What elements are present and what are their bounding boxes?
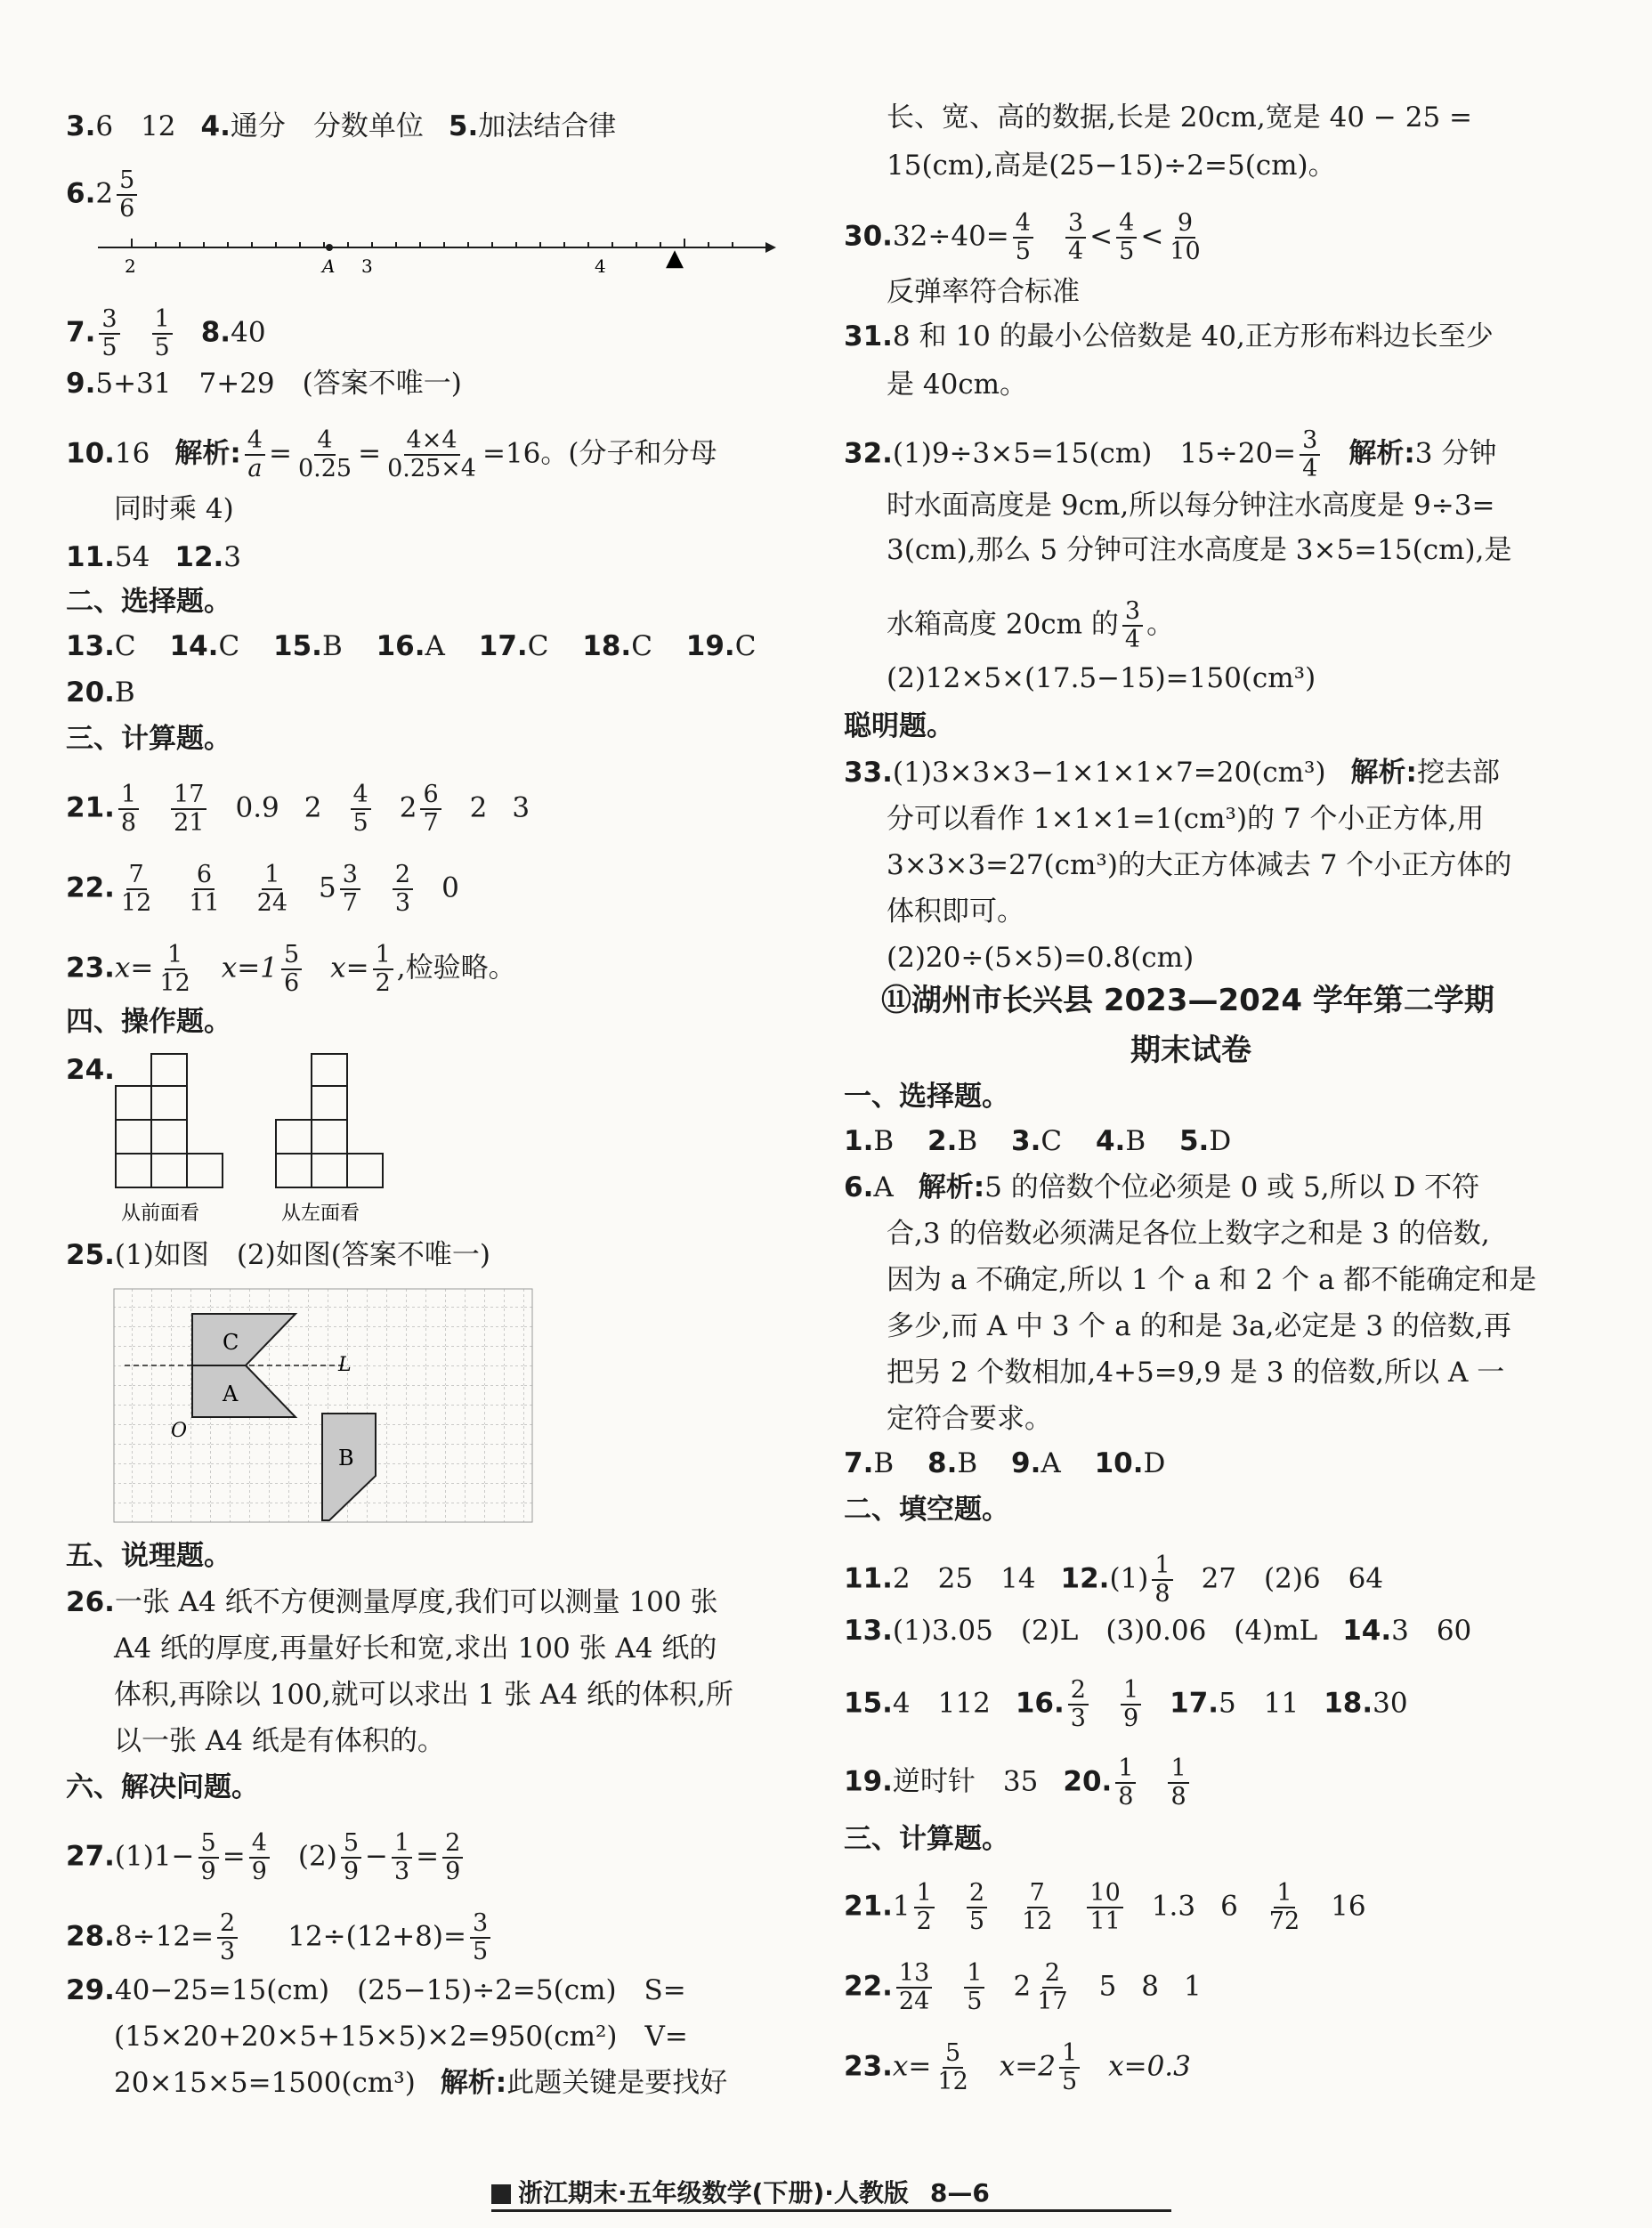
answer-line-32-part2: (2)12×5×(17.5−15)=150(cm³)	[887, 662, 1316, 694]
answer-line-7-10: 7.B 8.B 9.A 10.D	[844, 1447, 1166, 1479]
front-view-label: 从前面看	[121, 1203, 200, 1225]
answer-line-23: 23.x= $\frac{1}{12}$ x=1 $\frac{5}{6}$ x= $\frac{1}{2}$ ,检验略。	[66, 941, 516, 997]
answer-line-25: 25.(1)如图 (2)如图(答案不唯一)	[66, 1239, 490, 1271]
footer-title: 浙江期末·五年级数学(下册)·人教版	[518, 2178, 909, 2208]
answer-line-6: 6.2 $\frac{5}{6}$	[66, 167, 141, 223]
answer-line-22: 22. $\frac{7}{12}$ $\frac{6}{11}$ $\frac{1}{24}$ 5 $\frac{3}{7}$ $\frac{2}{3}$ 0	[66, 861, 459, 917]
section-heading-calc: 三、计算题。	[66, 723, 231, 755]
grid-figure	[112, 1287, 536, 1527]
answer-line-29-cont2: 20×15×5=1500(cm³) 解析:此题关键是要找好	[114, 2067, 728, 2099]
section-heading-choice: 二、选择题。	[66, 586, 231, 618]
answer-line-33-part2: (2)20÷(5×5)=0.8(cm)	[887, 942, 1194, 974]
answer-line-27: 27.(1)1− $\frac{5}{9}$ = $\frac{4}{9}$ (2) $\frac{5}{9}$ − $\frac{1}{3}$ = $\frac{2}{9}$	[66, 1830, 466, 1885]
answer-line-33-cont1: 分可以看作 1×1×1=1(cm³)的 7 个小正方体,用	[887, 803, 1485, 835]
answer-line-28: 28.8÷12= $\frac{2}{3}$ 12÷(12+8)= $\frac{3}{5}$	[66, 1910, 494, 1965]
answer-line-32-cont1: 时水面高度是 9cm,所以每分钟注水高度是 9÷3=	[887, 490, 1495, 522]
answer-line-1-5: 1.B 2.B 3.C 4.B 5.D	[844, 1125, 1232, 1157]
label-c: C	[223, 1330, 239, 1355]
answer-line-31-cont: 是 40cm。	[887, 369, 1028, 401]
fraction: $\frac{5}{6}$	[117, 167, 137, 223]
answer-line-29-cont1: (15×20+20×5+15×5)×2=950(cm²) V=	[114, 2021, 688, 2053]
answer-line-6-cont3: 多少,而 A 中 3 个 a 的和是 3a,必定是 3 的倍数,再	[887, 1310, 1511, 1342]
answer-line-6-cont2: 因为 a 不确定,所以 1 个 a 和 2 个 a 都不能确定和是	[887, 1264, 1537, 1296]
answer-line-33-cont2: 3×3×3=27(cm³)的大正方体减去 7 个小正方体的	[887, 849, 1512, 881]
answer-line-22-right: 22. $\frac{13}{24}$ $\frac{1}{5}$ 2 $\frac{2}{17}$ 5 8 1	[844, 1959, 1202, 2015]
answer-line-26-cont2: 体积,再除以 100,就可以求出 1 张 A4 纸的体积,所	[114, 1679, 733, 1711]
label-o: O	[171, 1420, 188, 1442]
section-heading-solve: 六、解决问题。	[66, 1771, 259, 1803]
answer-line-26-cont1: A4 纸的厚度,再量好长和宽,求出 100 张 A4 纸的	[114, 1633, 717, 1665]
answer-line-10-cont: 同时乘 4)	[114, 493, 234, 525]
answer-line-33-cont3: 体积即可。	[887, 895, 1024, 928]
answer-line-24: 24.	[66, 1054, 115, 1086]
answer-line-30-cont: 反弹率符合标准	[887, 276, 1080, 308]
cube-views-figure	[107, 1050, 409, 1228]
answer-line-15-18-right: 15.4 112 16. $\frac{2}{3}$ $\frac{1}{9}$ 17.5 11 18.30	[844, 1676, 1408, 1732]
footer-square-icon	[491, 2184, 511, 2204]
answer-line-21: 21. $\frac{1}{8}$ $\frac{17}{21}$ 0.9 2 $\frac{4}{5}$ 2 $\frac{6}{7}$ 2 3	[66, 781, 530, 837]
exam-title: ⑪湖州市长兴县 2023—2024 学年第二学期	[881, 983, 1494, 1018]
answer-line-10: 10.16 解析: $\frac{4}{a}$ = $\frac{4}{0.25}$ = $\frac{4\times 4}{0.25\times 4}$ =16。(分子和分母	[66, 426, 717, 482]
answer-line-26-cont3: 以一张 A4 纸是有体积的。	[114, 1725, 445, 1757]
section-heading-choice-2: 一、选择题。	[844, 1081, 1009, 1113]
answer-line-9: 9.5+31 7+29 (答案不唯一)	[66, 368, 462, 400]
answer-line-29-cont4: 15(cm),高是(25−15)÷2=5(cm)。	[887, 150, 1336, 182]
tick-label-3: 3	[361, 255, 373, 277]
page-footer	[491, 2177, 1171, 2212]
section-heading-operate: 四、操作题。	[66, 1006, 231, 1038]
answer-line-19-20-right: 19.逆时针 35 20. $\frac{1}{8}$ $\frac{1}{8}$	[844, 1755, 1193, 1811]
fraction: $\frac{1}{5}$	[152, 306, 173, 361]
answer-line-13-19: 13.C 14.C 15.B 16.A 17.C 18.C 19.C	[66, 630, 757, 662]
triangle-marker: ▲	[666, 245, 684, 271]
answer-line-6-right: 6.A 解析:5 的倍数个位必须是 0 或 5,所以 D 不符	[844, 1171, 1480, 1203]
side-view-label: 从左面看	[281, 1203, 360, 1225]
answer-line-33: 33.(1)3×3×3−1×1×1×7=20(cm³) 解析:挖去部	[844, 757, 1500, 789]
tick-label-2: 2	[125, 255, 136, 277]
section-heading-smart: 聪明题。	[844, 710, 954, 742]
section-heading-calc-2: 三、计算题。	[844, 1823, 1009, 1855]
label-l: L	[338, 1354, 352, 1376]
page-number: 8—6	[929, 2178, 990, 2208]
answer-line-21-right: 21.1 $\frac{1}{2}$ $\frac{2}{5}$ $\frac{7}{12}$ $\frac{10}{11}$ 1.3 6 $\frac{1}{72}$ 16	[844, 1879, 1366, 1935]
answer-line-32-cont2: 3(cm),那么 5 分钟可注水高度是 3×5=15(cm),是	[887, 534, 1512, 566]
number-line	[89, 230, 783, 283]
answer-line-26: 26.一张 A4 纸不方便测量厚度,我们可以测量 100 张	[66, 1586, 718, 1618]
answer-line-29-cont3: 长、宽、高的数据,长是 20cm,宽是 40 − 25 =	[887, 101, 1473, 134]
point-a-label: A	[322, 255, 336, 277]
label-a: A	[223, 1381, 239, 1406]
exam-subtitle: 期末试卷	[1130, 1033, 1251, 1068]
answer-line-20: 20.B	[66, 677, 135, 709]
answer-line-23-right: 23.x= $\frac{5}{12}$ x=2 $\frac{1}{5}$ x=0.3	[844, 2039, 1191, 2095]
answer-line-32: 32.(1)9÷3×5=15(cm) 15÷20= $\frac{3}{4}$ 解析:3 分钟	[844, 426, 1497, 482]
answer-line-29: 29.40−25=15(cm) (25−15)÷2=5(cm) S=	[66, 1974, 686, 2006]
answer-line-6-cont1: 合,3 的倍数必须满足各位上数字之和是 3 的倍数,	[887, 1218, 1490, 1250]
answer-line-30: 30.32÷40= $\frac{4}{5}$ $\frac{3}{4}$ < $\frac{4}{5}$ < $\frac{9}{10}$	[844, 209, 1201, 265]
answer-line-31: 31.8 和 10 的最小公倍数是 40,正方形布料边长至少	[844, 320, 1494, 352]
answer-line-13-14-right: 13.(1)3.05 (2)L (3)0.06 (4)mL 14.3 60	[844, 1615, 1472, 1647]
answer-line-7-8: 7. $\frac{3}{5}$ $\frac{1}{5}$ 8.40	[66, 305, 266, 361]
answer-line-6-cont4: 把另 2 个数相加,4+5=9,9 是 3 的倍数,所以 A 一	[887, 1357, 1505, 1389]
answer-line-3-5: 3.6 12 4.通分 分数单位 5.加法结合律	[66, 110, 617, 142]
answer-line-11-12: 11.54 12.3	[66, 541, 242, 573]
section-heading-fill: 二、填空题。	[844, 1494, 1009, 1526]
answer-line-11-12-right: 11.2 25 14 12.(1) $\frac{1}{8}$ 27 (2)6 64	[844, 1551, 1384, 1608]
answer-line-32-cont3: 水箱高度 20cm 的 $\frac{3}{4}$ 。	[887, 597, 1175, 653]
fraction: $\frac{3}{5}$	[99, 306, 119, 361]
tick-label-4: 4	[595, 255, 606, 277]
section-heading-reason: 五、说理题。	[66, 1540, 231, 1572]
answer-line-6-cont5: 定符合要求。	[887, 1403, 1052, 1435]
label-b: B	[338, 1446, 354, 1470]
